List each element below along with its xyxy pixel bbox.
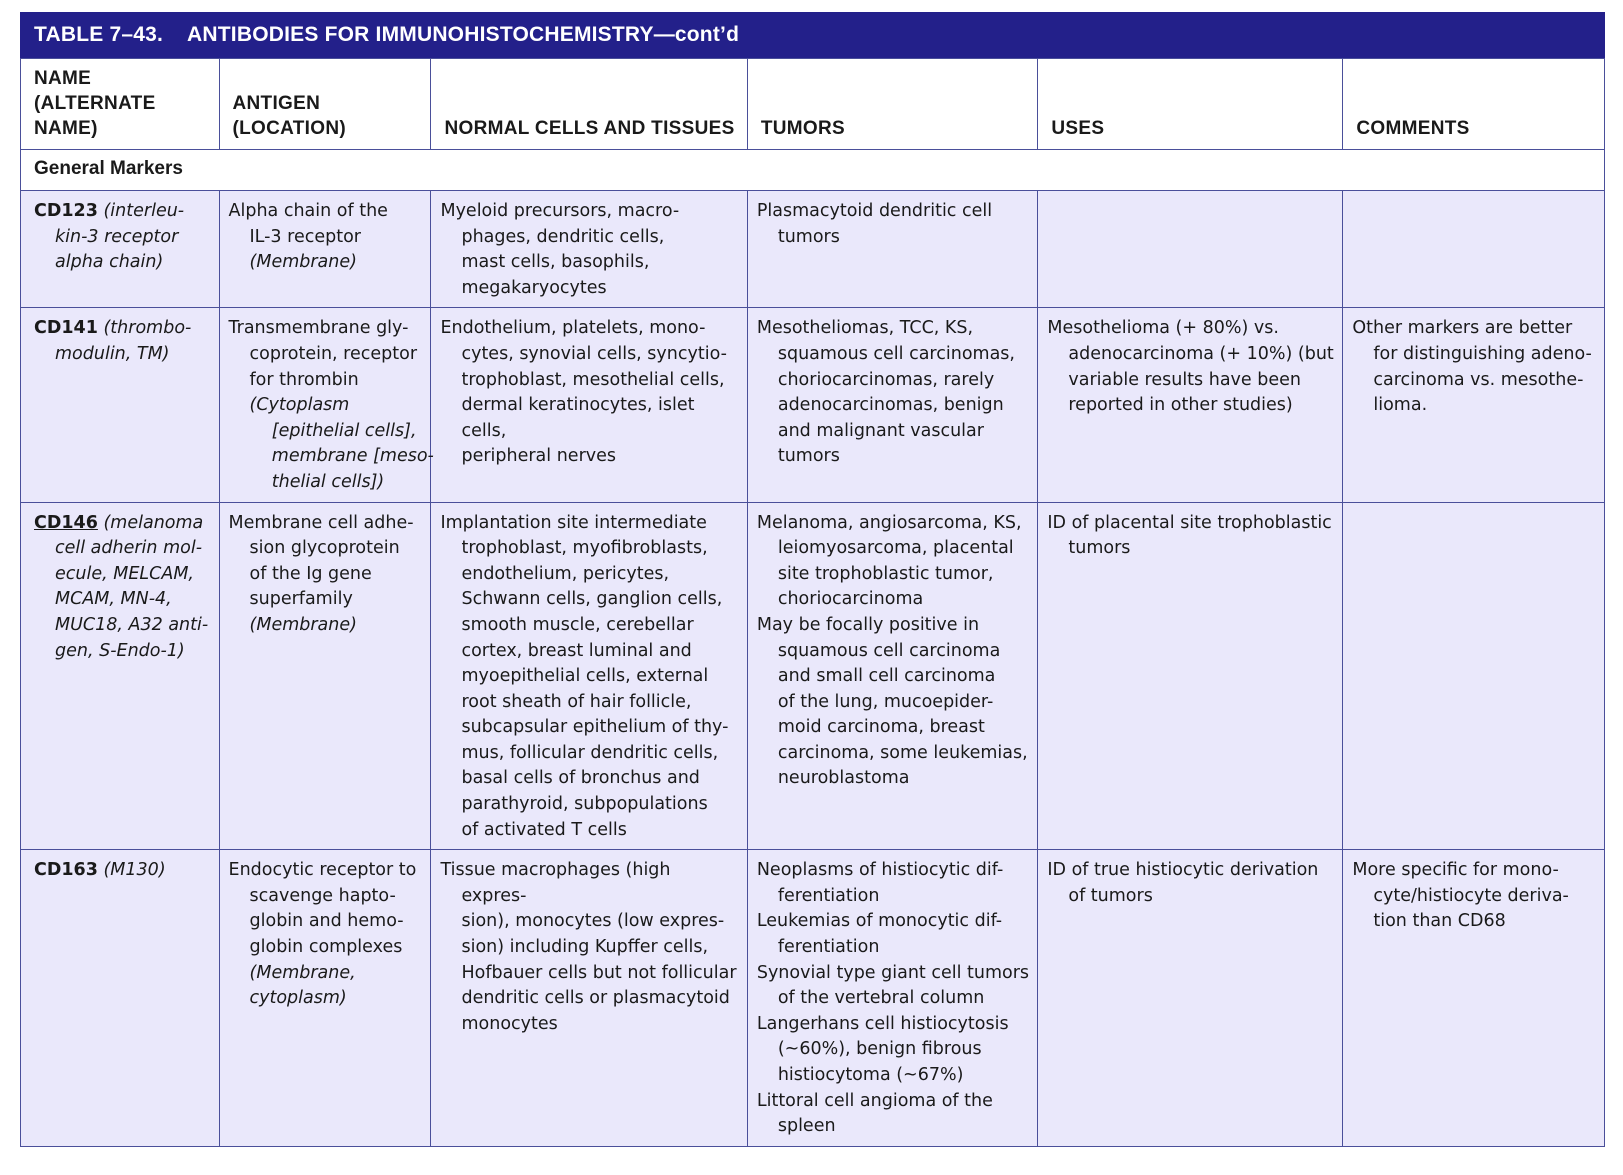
alternate-name: (M130) [103, 860, 166, 881]
cell-tumors [747, 191, 1038, 308]
normal-text: Myeloid precursors, macro- phages, dendritic cells, mast cells, basophils, megakaryocytes [440, 201, 680, 298]
comments-text: Other markers are better for distinguishing adeno- carcinoma vs. mesothe- lioma. [1352, 318, 1592, 416]
cell-name [21, 308, 220, 502]
antigen-location: (Membrane, cytoplasm) [249, 962, 356, 1009]
alternate-name: (interleu- kin-3 receptor alpha chain) [55, 201, 185, 273]
table-row [21, 502, 1605, 850]
uses-text: ID of placental site trophoblastic tumors [1047, 512, 1332, 559]
col-header-uses: USES [1038, 59, 1343, 150]
tumors-item: Neoplasms of histiocytic dif- ferentiation [756, 860, 1004, 906]
col-header-tumors: TUMORS [747, 59, 1038, 150]
section-title: General Markers [21, 150, 1605, 191]
antigen-text: Membrane cell adhe- sion glycoprotein of the Ig gene superfamily [228, 512, 414, 610]
antigen-text: Transmembrane gly- coprotein, receptor for thrombin [228, 318, 418, 390]
antibody-table [20, 58, 1605, 1147]
alternate-name: (melanoma cell adherin mol- ecule, MELCAM, MCAM, MN-4, MUC18, A32 anti- gen, S-Endo-1) [55, 512, 209, 661]
col-header-name: NAME (ALTERNATE NAME) [21, 59, 220, 150]
alternate-name: (thrombo- modulin, TM) [55, 318, 192, 364]
table-row [21, 308, 1605, 502]
cell-antigen [219, 308, 434, 502]
tumors-item: Melanoma, angiosarcoma, KS, leiomyosarcoma, placental site trophoblastic tumor, choriocarcinoma [756, 512, 1022, 610]
cell-uses [1038, 850, 1343, 1147]
antibody-name: CD123 [34, 201, 98, 221]
cell-comments [1343, 850, 1605, 1147]
normal-text: Implantation site intermediate trophoblast, myofibroblasts, endothelium, pericytes, Schwann cells, ganglion cells, smooth muscle, cerebellar cortex, breast luminal and myoepithelial cells, external root sheath of hair follicle, subcapsular epithelium of thy- mus, follicular dendritic cells, basal cells of bronchus and parathyroid, subpopulations of activated T cells [440, 512, 729, 840]
cell-tumors [747, 850, 1038, 1147]
cell-name [21, 850, 220, 1147]
cell-name [21, 191, 220, 308]
antigen-text: Alpha chain of the IL-3 receptor [228, 201, 388, 247]
cell-normal [431, 502, 747, 850]
table-row [21, 191, 1605, 308]
section-row [21, 150, 1605, 191]
cell-tumors [747, 308, 1038, 502]
cell-tumors [747, 502, 1038, 850]
normal-text: Tissue macrophages (high expres- sion), monocytes (low expres- sion) including Kupffer cells, Hofbauer cells but not follicular dendritic cells or plasmacytoid monocytes [440, 860, 737, 1034]
table-number: TABLE 7–43. [34, 23, 164, 46]
uses-text: Mesothelioma (+ 80%) vs. adenocarcinoma (+ 10%) (but variable results have been reported in other studies) [1047, 318, 1334, 416]
tumors-item: Leukemias of monocytic dif- ferentiation [756, 911, 1003, 958]
table-title-bar [20, 12, 1605, 58]
normal-text: Endothelium, platelets, mono- cytes, synovial cells, syncytio- trophoblast, mesothelial cells, dermal keratinocytes, islet cells, peripheral nerves [440, 318, 727, 467]
table-row [21, 850, 1605, 1147]
col-header-comments: COMMENTS [1343, 59, 1605, 150]
cell-normal [431, 308, 747, 502]
comments-text: More specific for mono- cyte/histiocyte deriva- tion than CD68 [1352, 860, 1569, 932]
table-container [20, 12, 1605, 1147]
cell-comments [1343, 502, 1605, 850]
header-row [21, 59, 1605, 150]
tumors-text: Mesotheliomas, TCC, KS, squamous cell carcinomas, choriocarcinomas, rarely adenocarcinomas, benign and malignant vascular tumors [756, 318, 1015, 467]
col-header-antigen: ANTIGEN (LOCATION) [219, 59, 431, 150]
cell-antigen [219, 191, 431, 308]
antigen-location: (Cytoplasm [epithelial cells], membrane [meso- thelial cells]) [249, 395, 434, 492]
cell-comments [1343, 191, 1605, 308]
tumors-item: Littoral cell angioma of the spleen [756, 1090, 993, 1137]
cell-uses [1038, 191, 1343, 308]
table-title: ANTIBODIES FOR IMMUNOHISTOCHEMISTRY—cont’d [187, 23, 740, 46]
tumors-item: May be focally positive in squamous cell carcinoma and small cell carcinoma of the lung, mucoepider- moid carcinoma, breast carcinoma, some leukemias, neuroblastoma [756, 614, 1028, 789]
cell-uses [1038, 502, 1343, 850]
cell-name [21, 502, 220, 850]
tumors-item: Langerhans cell histiocytosis (~60%), benign fibrous histiocytoma (~67%) [756, 1013, 1009, 1085]
cell-antigen [219, 502, 431, 850]
col-header-normal: NORMAL CELLS AND TISSUES [431, 59, 747, 150]
antibody-name: CD163 [34, 860, 98, 881]
antigen-text: Endocytic receptor to scavenge hapto- globin and hemo- globin complexes [228, 860, 417, 958]
cell-antigen [219, 850, 431, 1147]
tumors-text: Plasmacytoid dendritic cell tumors [756, 201, 993, 247]
tumors-item: Synovial type giant cell tumors of the vertebral column [756, 962, 1030, 1009]
antigen-location: (Membrane) [249, 252, 357, 273]
antibody-name-link[interactable]: CD146 [34, 512, 98, 533]
cell-uses [1038, 308, 1343, 502]
cell-normal [431, 191, 747, 308]
antigen-location: (Membrane) [249, 614, 357, 635]
cell-comments [1343, 308, 1605, 502]
uses-text: ID of true histiocytic derivation of tumors [1047, 860, 1319, 906]
antibody-name: CD141 [34, 318, 98, 339]
cell-normal [431, 850, 747, 1147]
